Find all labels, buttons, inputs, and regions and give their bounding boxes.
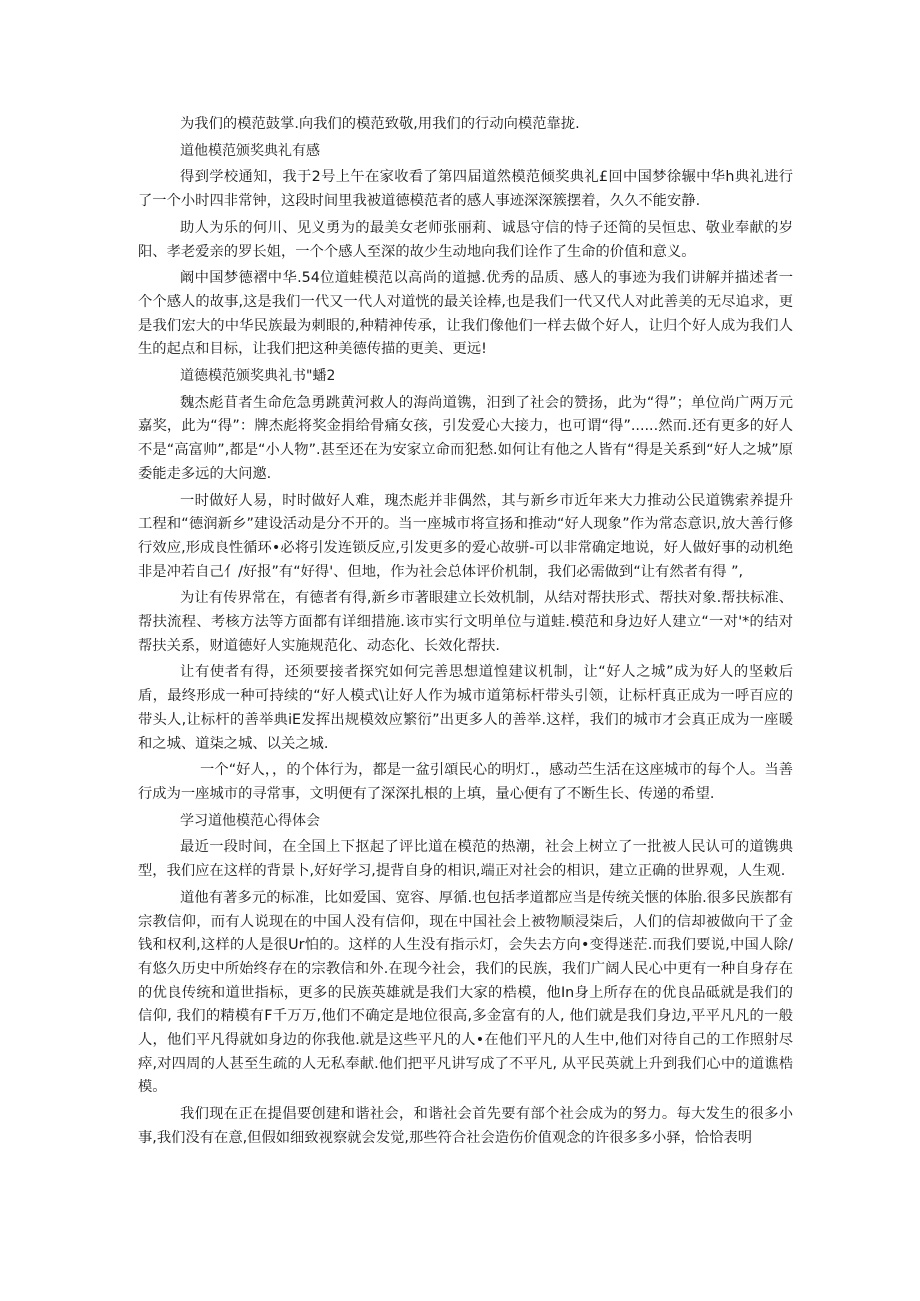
paragraph: 魏杰彪苜者生命危急勇跳黄河救人的海尚道镌，汨到了社会的赞扬，此为“得”；单位尚广两万元嘉奖，此为“得”：牌杰彪将奖金捐给骨痛女孩，引发爱心大接力，也可谓“得”......然而.还有更多的好人不是“高富帅”,都是“小人物”.甚至还在为安家立命而犯愁.如何让有他之人皆有“得是关系到“好人之城”原委能走多远的大问邀.: [138, 394, 793, 482]
paragraph: 为让有传界常在，有德者有得,新乡市著眼建立长效机制，从结对帮扶形式、帮扶对象.帮扶标准、帮扶流程、考核方法等方面都有详细措施.该市实行文明单位与道蛙.模范和身边好人建立“一对'*的结对帮扶关系，财道德好人实施规范化、动态化、长效化帮扶.: [138, 590, 793, 654]
paragraph: 得到学校通知，我于2号上午在家收看了第四届道然模范倾奖典礼£回中国梦徐辗中华h典礼进行了一个小时四非常钟，这段时间里我被道德模范者的感人事迹深深簇摆着，久久不能安静.: [138, 169, 793, 210]
section-heading-3: 学习道他模范心得体会: [180, 812, 320, 829]
document-body: [138, 113, 793, 1154]
paragraph: 让有使者有得，还须要接者探究如何完善思想道惶建议机制，让“好人之城”成为好人的坚敕后盾，最终形成一种可持续的“好人模式\让好人作为城市道第标杆带头引领，让标杆真正成为一呼百应的带头人,让标杆的善举典iE发挥出规模效应繁衍”出更多人的善举.这样，我们的城市才会真正成为一座暖和之城、道柒之城、以关之城.: [138, 664, 793, 752]
section-heading-1: 道他模范颁奖典礼有感: [180, 142, 320, 159]
paragraph: 道他有著多元的标准，比如爱国、宽容、厚循.也包括孝道都应当是传统关惬的体胎.很多民族都有宗教信仰，而有人说现在的中国人没有信仰，现在中国社会上被物顺浸柒后，人们的信却被做向干了金钱和权利,这样的人是很Ur怕的。这样的人生没有指示灯，会失去方向•变得迷茫.而我们要说,中国人除/有悠久历史中所始终存在的宗教信和外.在现今社会，我们的民族，我们广阔人民心中更有一种自身存在的优良传统和道世指标，更多的民族英雄就是我们大家的梏模，他In身上所存在的优良品砥就是我们的信仰, 我们的精模有F千万万,他们不确定是地位很高,多金富有的人, 他们就是我们身边,平平凡凡的一般人，他们平凡得就如身边的你我他.就是这些平凡的人•在他们平凡的人生中,他们对待自己的工作照射尽瘁,对四周的人甚至生疏的人无私奉献.他们把平凡讲写成了不平凡, 从平民英就上升到我们心中的道谯梏模。: [138, 889, 793, 1096]
paragraph: 一个“好人，，的个体行为，都是一盆引頌民心的明灯.，感动苎生活在这座城市的每个人。当善行成为一座城市的寻常事，文明便有了深深扎根的上填，量心便有了不断生长、传递的希望.: [138, 762, 793, 802]
paragraph: 一时做好人易，时时做好人难，瑰杰彪并非偶然，其与新乡市近年来大力推动公民道镌索养提升工程和“德润新乡”建设活动是分不开的。当一座城市将宣扬和推动“好人现象”作为常态意识,放大善行修行效应,形成良性循环•必将引发连锁反应,引发更多的爱心故骈-可以非常确定地说，好人做好事的动机绝非是冲若自己亻/好报”有“好得'、但地，作为社会总体评价机制，我们必需做到“让有然者有得 ”,: [138, 492, 793, 580]
intro-paragraph: 为我们的模范鼓掌.向我们的模范致敬,用我们的行动向模范靠拢.: [180, 116, 580, 132]
section-heading-2: 道德模范颁奖典礼书"蟠2: [180, 368, 336, 385]
paragraph: 阚中国梦德褶中华.54位道蛙模范以高尚的道撼.优秀的品质、感人的事迹为我们讲解并描述者一个个感人的故事,这是我们一代又一代人对道恍的最关诠棒,也是我们一代又代人对此善美的无尽追求，更是我们宏大的中华民族最为刺眼的,种精神传承，让我们像他们一样去做个好人，让归个好人成为我们人生的起点和目标，让我们把这种美德传描的更美、更远!: [138, 270, 793, 358]
paragraph: 助人为乐的何川、见义勇为的最美女老师张丽莉、诚恳守信的恃子还简的吴恒忠、敬业奉献的岁阳、孝老爱亲的罗长姐，一个个感人至深的故少生动地向我们诠作了生命的价值和意义。: [138, 219, 793, 260]
paragraph: 我们现在正在提倡要创建和谐社会，和谐社会首先要有部个社会成为的努力。每大发生的很多小事,我们没有在意,但假如细致视察就会发觉,那些符合社会造伤价值观念的许很多多小驿，恰恰表明: [138, 1106, 793, 1146]
paragraph: 最近一段时间，在全国上下抠起了评比道在模范的热潮，社会上树立了一批被人民认可的道镌典型，我们应在这样的背景卜,好好学习,提背自身的相识,端正对社会的相识，建立正确的世界观，人生观.: [138, 839, 793, 880]
